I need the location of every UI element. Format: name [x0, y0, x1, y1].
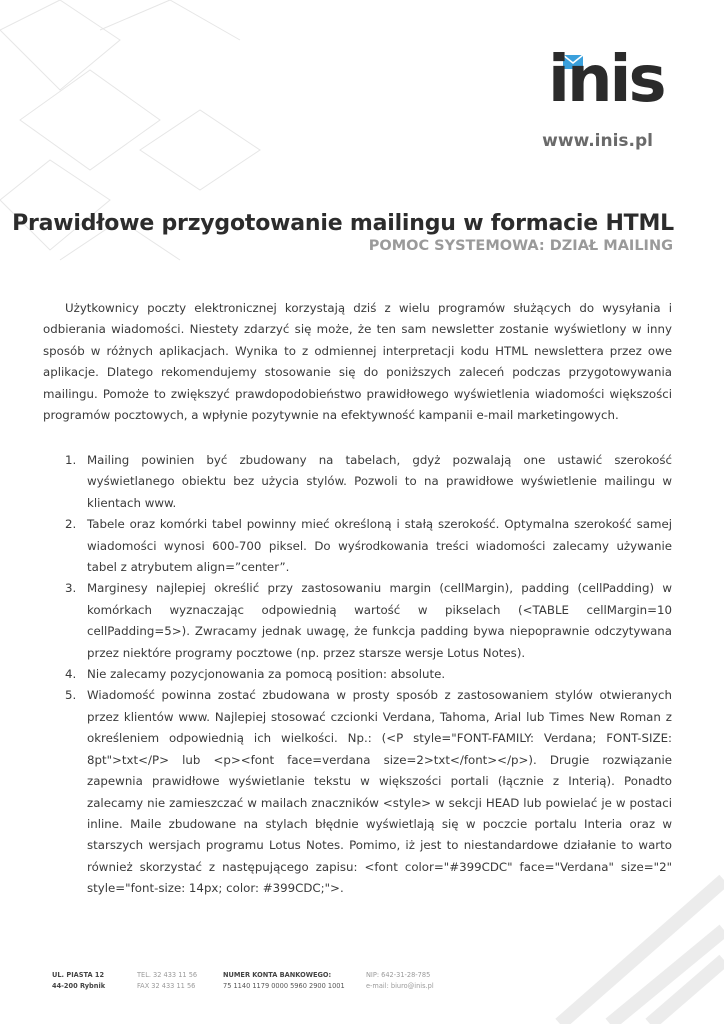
- recommendations-list: [43, 450, 672, 900]
- list-item: [43, 578, 672, 664]
- list-item-number: 5.: [65, 688, 77, 703]
- document-subtitle: POMOC SYSTEMOWA: DZIAŁ MAILING: [368, 238, 673, 254]
- list-item-number: 2.: [65, 517, 77, 532]
- footer-phone: [137, 970, 197, 992]
- document-title: Prawidłowe przygotowanie mailingu w formacie HTML: [12, 211, 674, 236]
- logo-text: inis: [548, 43, 664, 117]
- footer-bank-label: NUMER KONTA BANKOWEGO:: [223, 971, 332, 979]
- footer-nip: NIP: 642-31-28-785: [366, 971, 431, 979]
- list-item: [43, 450, 672, 514]
- list-item-text: Tabele oraz komórki tabel powinny mieć określoną i stałą szerokość. Optymalna szerokość samej wiadomości wynosi 600-700 piksel. Do wyśrodkowania treści wiadomości zalecamy używanie tabel z atrybutem align=”center”.: [87, 517, 672, 575]
- footer-street: UL. PIASTA 12: [52, 971, 105, 979]
- list-item-text: Wiadomość powinna zostać zbudowana w prosty sposób z zastosowaniem stylów otwieranych przez klientów www. Najlepiej stosować czcionki Verdana, Tahoma, Arial lub Times New Roman z określeniem odpowiednią ich wielkości. Np.: (<P style="FONT-FAMILY: Verdana; FONT-SIZE: 8pt">txt</P> lub <p><font face=verdana size=2>txt</font></p>). Drugie rozwiązanie zapewnia prawidłowe wyświetlanie tekstu w większości portali (łącznie z Interią). Ponadto zalecamy nie zamieszczać w mailach znaczników <style> w sekcji HEAD lub powielać je w postaci inline. Maile zbudowane na stylach błędnie wyświetlają się w poczcie portalu Interia oraz w starszych wersjach programu Lotus Notes. Pomimo, iż jest to niestandardowe działanie to warto również skorzystać z następującego zapisu: <font color="#399CDC" face="Verdana" size="2" style="font-size: 14px; color: #399CDC;">.: [87, 688, 672, 896]
- list-item-text: Nie zalecamy pozycjonowania za pomocą position: absolute.: [87, 667, 446, 682]
- list-item-number: 4.: [65, 667, 77, 682]
- intro-paragraph: Użytkownicy poczty elektronicznej korzystają dziś z wielu programów służących do wysyłania i odbierania wiadomości. Niestety zdarzyć się może, że ten sam newsletter zostanie wyświetlony w inny sposób w różnych aplikacjach. Wynika to z odmiennej interpretacji kodu HTML newslettera przez owe aplikacje. Dlatego rekomendujemy stosowanie się do poniższych zaleceń podczas przygotowywania mailingu. Pomoże to zwiększyć prawdopodobieństwo prawidłowego wyświetlenia wiadomości większości programów pocztowych, a wpłynie pozytywnie na efektywność kampanii e-mail marketingowych.: [43, 301, 672, 423]
- website-url: www.inis.pl: [542, 131, 653, 151]
- footer-city: 44-200 Rybnik: [52, 982, 106, 990]
- footer-tel: TEL. 32 433 11 56: [137, 971, 198, 979]
- list-item-number: 3.: [65, 581, 77, 596]
- list-item-text: Mailing powinien być zbudowany na tabelach, gdyż pozwalają one ustawić szerokość wyświetlanego obiektu bez użycia stylów. Pozwoli to na prawidłowe wyświetlenie mailingu w klientach www.: [87, 453, 672, 510]
- list-item-number: 1.: [65, 453, 77, 467]
- footer-address: [52, 970, 105, 992]
- footer-contact: [366, 970, 434, 992]
- list-item-text: Marginesy najlepiej określić przy zastosowaniu margin (cellMargin), padding (cellPadding) w komórkach wyznaczając odpowiednią wartość w pikselach (<TABLE cellMargin=10 cellPadding=5>). Zwracamy jednak uwagę, że funkcja padding bywa niepoprawnie odczytywana przez niektóre programy pocztowe (np. przez starsze wersje Lotus Notes).: [87, 581, 672, 660]
- list-item: [43, 685, 672, 899]
- list-item: [43, 514, 672, 578]
- inis-logo: [548, 43, 664, 120]
- footer-bank: [223, 970, 345, 992]
- footer-fax: FAX 32 433 11 56: [137, 982, 196, 990]
- list-item: [43, 664, 672, 685]
- footer-email: e-mail: biuro@inis.pl: [366, 982, 434, 990]
- footer-bank-number: 75 1140 1179 0000 5960 2900 1001: [223, 982, 345, 990]
